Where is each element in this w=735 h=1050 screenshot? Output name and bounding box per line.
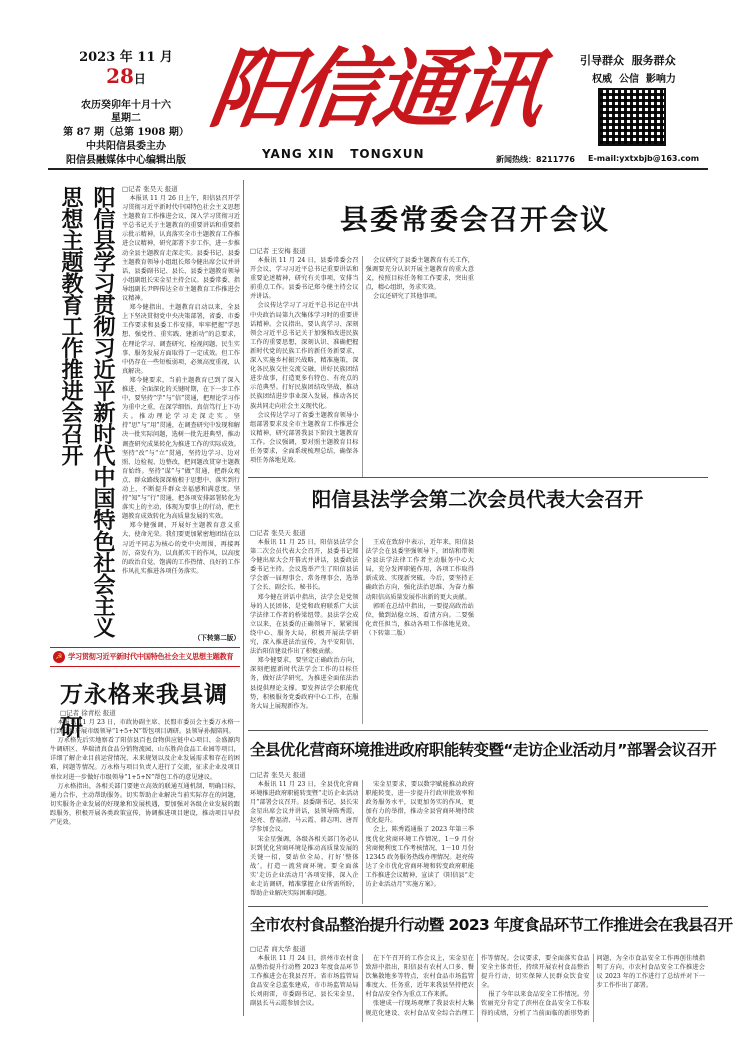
section-rule <box>248 906 708 907</box>
lead-paragraph: 郑今健要求，当前主题教育已到了深入推进、全面深化的关键时期，在下一步工作中，要坚持“学”与“信”贯通，把理论学习作为重中之重，在深学细悟、真信笃行上下功夫。推动理论学习走深走实。坚持“思”与“用”贯通，在调查研究中发现和解决一批实际问题，选树一批先进典型，推动调查研究成果转化为推进工作的实际成效。坚持“改”与“立”贯通，坚持边学习、边对照、边检视、边整改，把问题改贯穿主题教育始终。坚持“谋”与“做”贯通，把群众观点、群众路线深深植根于思想中、落实到行动上，不断提升群众幸福感和满意度。坚持“知”与“行”贯通，把各项安排部署转化为落实上的主动，体现为要事上的行动，把主题教育成效转化为高质量发展的实效。 <box>122 376 240 521</box>
topic-banner-text: 学习贯彻习近平新时代中国特色社会主义思想主题教育 <box>68 652 234 661</box>
party-emblem-icon: ☭ <box>53 651 65 663</box>
article-env-title: 全县优化营商环境推进政府职能转变暨“走访企业活动月”部署会议召开 <box>250 741 717 759</box>
article-changwei-paragraph: 会议还研究了其他事项。 <box>372 293 441 301</box>
article-fa <box>250 528 705 724</box>
article-env-body <box>250 780 705 904</box>
qr-code-icon <box>598 88 666 146</box>
topic-banner <box>50 647 240 667</box>
article-food-title: 全市农村食品整治提升行动暨 2023 年度食品环节工作推进会在我县召开 <box>250 916 733 934</box>
article-fa-title: 阳信县法学会第二次会员代表大会召开 <box>311 488 644 511</box>
lead-vertical-title: 阳信县学习贯彻习近平新时代中国特色社会主义思想主题教育工作推进会召开 <box>58 186 115 638</box>
article-changwei <box>250 246 705 476</box>
article-env-paragraph: 本报讯 11 月 23 日，全县优化营商环境推进政府职能转变暨“走访企业活动月”部署会议召开。县委副书记、县长宋金星出席会议并讲话，县领导陈秀霞、赵亮、曹福清、马云霞、韩志明、唐晋学参加会议。 <box>250 781 359 834</box>
masthead-title: 阳信通讯 <box>203 39 547 140</box>
masthead-day-suffix: 日 <box>133 72 146 86</box>
article-changwei-paragraph: 会议传达学习了省委主题教育领导小组部署要求及全市主题教育工作推进会议精神，研究部署我县下阶段主题教育工作。会议强调，要对照主题教育目标任务要求，全面系统梳理总结，确保各项任务落地见效。 <box>250 411 359 465</box>
article-food-body <box>250 954 705 1022</box>
article-env-paragraph: 宋金星要求，要以数字赋能推动政府职能转变，进一步提升行政审批效率和政务服务水平，以更加务实的作风、更加有力的举措，推动全县营商环境持续优化提升。 <box>365 781 474 825</box>
article-env-paragraph: 会上，陈秀霞通报了 2023 年第三季度优化营商环境工作情况，1－9 月份营商便利度工作考核情况，1－10 月份 12345 政务服务热线办理情况。赵亮传达了全市优化营商环境和转变政府职能工作推进会议精神，宣读了《阳信县“走访企业活动月”实施方案》。 <box>365 826 474 889</box>
article-wan <box>50 708 240 1018</box>
lead-paragraph: 郑今健强调，开展好主题教育意义重大、使命光荣。我们要更加紧密地团结在以习近平同志为核心的党中央周围，再接再厉，奋发有为，以真抓实干的作风，以高度的政治自觉、饱满的工作热情、良好的工作作风扎实推进各项任务落实。 <box>122 522 240 575</box>
masthead-day-block <box>76 64 176 88</box>
lead-article <box>122 184 240 644</box>
masthead-date: 2023 年 11 月 <box>79 50 173 65</box>
column-divider <box>243 180 244 1016</box>
article-fa-body <box>250 538 705 724</box>
lead-paragraph: 郑今健指出，主题教育启动以来，全县上下坚决贯彻党中央决策部署，省委、市委工作要求和县委工作安排，牢牢把握“学思想、强党性、重实践、建新功”的总要求，在理论学习、调查研究、检视问题、民生实事、服务发展方面取得了一定成效。但工作中仍存在一些短板弱项，必须高度重视，认真解决。 <box>122 304 240 375</box>
lead-continued: （下转第二版） <box>191 632 240 642</box>
masthead-lunar: 农历癸卯年十月十六 <box>81 100 171 111</box>
masthead-slogan: 引导群众 服务群众 <box>580 54 676 67</box>
article-changwei-paragraph: 会议研究了县委主题教育有关工作，强调要充分认识开展主题教育的重大意义，按照目标任务和工作要求，突出重点，精心组织，务求实效。 <box>365 257 474 292</box>
article-changwei-title: 县委常委会召开会议 <box>339 203 610 236</box>
article-food-paragraph: 报了今年以来食品安全工作情况。劳钦丽充分肯定了滨州在食品安全工作取得的成绩，分析了当前面临的新形势新问题，为全市食品安全工作再创佳绩指明了方向，市农村食品安全工作推进会议 2023 年的工作进行了总结并对下一步工作作出了部署。 <box>481 955 705 1017</box>
masthead-day: 28 <box>106 64 134 88</box>
masthead-editor: 阳信县融媒体中心编辑出版 <box>66 155 186 166</box>
article-fa-paragraph: 郑今健在讲话中指出，法学会是党领导的人民团体，是党和政府联系广大法学法律工作者的桥梁纽带。县法学会成立以来，在县委的正确领导下，紧紧围绕中心、服务大局，积极开展法学研究，深入推进法治宣传，为平安阳信、法治阳信建设作出了积极贡献。 <box>250 593 359 656</box>
article-wan-body <box>50 718 240 1018</box>
article-env-byline: □记者 张昊天 报道 <box>250 771 306 779</box>
masthead-weekday: 星期二 <box>111 113 141 124</box>
article-env <box>250 770 705 902</box>
article-fa-paragraph: 郭昕在总结中指出，一要提高政治站位，做到站稳立场、看清方向。二要强化责任担当，推动各项工作落地见效。（下转第二版） <box>365 602 474 637</box>
article-env-paragraph: 宋金星强调，各级各相关部门务必认识到优化营商环境是推动高质量发展的关键一招，要站位全局、打好‘整体战’，打造一流营商环境。要全面落实‘走访企业活动月’各项安排，深入企业走访调研，精准掌握企业所需所盼，帮助企业解决实际困难问题。 <box>250 835 359 898</box>
article-food-paragraph: 在下午召开的工作会议上，宋金星在致辞中指出，阳信县有农村人口多、餐饮集散地多等特点，农村食品市场监管难度大、任务重，近年来我县坚持把农村食品安全作为重点工作来抓。 <box>365 955 474 999</box>
section-rule <box>248 730 708 731</box>
article-fa-byline: □记者 张昊天 报道 <box>250 529 306 537</box>
masthead-sponsor: 中共阳信县委主办 <box>86 141 166 152</box>
article-fa-paragraph: 王成在致辞中表示，近年来，阳信县法学会在县委坚强领导下，团结和带领全县法学法律工作者主动服务中心大局，充分发挥职能作用，各项工作取得新成效、实现新突破。今后，要坚持正确政治方向，强化法治思维，为奋力推动阳信高质量发展作出新的更大贡献。 <box>365 539 474 601</box>
lead-paragraph: 本报讯 11 月 26 日上午，阳信县召开学习贯彻习近平新时代中国特色社会主义思想主题教育工作推进会议，深入学习贯彻习近平总书记关于主题教育的重要讲话和重要指示批示精神，认真落实全市主题教育工作推进会议精神，研究部署下步工作，进一步推动全县主题教育走深走实。县委书记、县委主题教育领导小组组长郑今健出席会议并讲话，县委副书记、县长、县委主题教育领导小组副组长宋金星主持会议。县委常委、指导组副长尹晖传达全市主题教育工作推进会议精神。 <box>122 195 240 303</box>
article-wan-paragraph: 万永格指出，各相关部门要建立高效的联通互通机制，明确目标，通力合作，主动帮助服务。切实帮助企业解决当前实际存在的问题，切实服务企业发展的好现象和发展机遇，要加强对各级企业发展的跟踪服务，积极开展各类政策宣传，协调推进项目建设，推动项目早投产见效。 <box>50 782 240 827</box>
article-changwei-body <box>250 256 705 478</box>
masthead-slogan2: 权威 公信 影响力 <box>592 74 676 85</box>
article-wan-title: 万永格来我县调研 <box>60 682 228 741</box>
article-food-paragraph: 本报讯 11 月 24 日，滨州市农村食品整治提升行动暨 2023 年度食品环节工作推进会在我县召开。省市场监管局食品安全总监张建成，市市场监管局局长刘雨雷，市委副书记、县长宋金星，副县长马云霞参加会议。 <box>250 955 359 1008</box>
article-changwei-byline: □记者 王安梅 报道 <box>250 247 306 255</box>
section-rule <box>248 477 708 478</box>
article-food-byline: □记者 商大华 报道 <box>250 945 306 953</box>
masthead-email: E-mail:yxtxbjb@163.com <box>588 154 700 163</box>
masthead-rule <box>48 168 708 170</box>
article-food <box>250 944 705 1020</box>
lead-body <box>122 194 240 634</box>
article-fa-paragraph: 郑今健要求，要坚定正确政治方向，深刻把握新时代法学会工作的目标任务，做好法学研究，为推进全面依法治县提供理论支撑。要发挥法学会职能优势，积极服务党委政府中心工作，在服务大局上展现新作为。 <box>250 657 359 710</box>
lead-byline: □记者 张昊天 报道 <box>122 185 178 193</box>
article-wan-paragraph: 本报讯 11 月 23 日，市政协副主席、民盟市委员会主委万永格一行到我县开展市级领导“1+5+N”帮包项目调研。县领导孙振陪同。 <box>50 719 240 736</box>
masthead <box>0 0 735 172</box>
article-fa-paragraph: 本报讯 11 月 25 日，阳信县法学会第二次会员代表大会召开，县委书记郑今健出席大会开幕式并讲话，县委政法委书记主持。会议选举产生了阳信县法学会新一届理事会、常务理事会，选举了会长、副会长、秘书长。 <box>250 539 359 592</box>
article-wan-byline: □记者 徐青松 报道 <box>60 709 116 717</box>
masthead-issue: 第 87 期（总第 1908 期） <box>63 127 189 138</box>
masthead-pinyin: YANG XIN TONGXUN <box>262 147 425 161</box>
article-wan-paragraph: 万永格先后实地察看了阳信县百也食物供应链中心项目、金盛源肉牛调研区、华瑞清真食品分销物流园、山东胜尚食品工业园等项目，详细了解企业目前运营情况、未来规划以及企业发展需求和存在的困难，问题等情况。万永格与项目负责人进行了交流，征求企业及项目单位对进一步做好市级领导“1+5+N”帮包工作的意见建议。 <box>50 737 240 781</box>
article-food-paragraph: 张建成一行现场观摩了我县农村大集规范化建设、农村食品安全综合治理工作等情况。会议要求，要全面落实食品安全主体责任，持续开展农村食品整治提升行动，切实保障人民群众饮食安全。 <box>365 955 590 1017</box>
article-changwei-paragraph: 会议传达学习了习近平总书记在中共中央政治局第九次集体学习时的重要讲话精神。会议指出，要认真学习、深刻领会习近平总书记关于加强和改进民族工作的重要思想，深刻认识、准确把握新时代党的民族工作的新任务新要求，深入实施乡村振兴战略，精准施策，深化各民族交往交流交融，讲好民族团结进步故事，打造更多有特色、有亮点的示范典型。打好民族团结攻坚战，推动民族团结进步事业深入发展，推动各民族共同走向社会主义现代化。 <box>250 302 359 410</box>
masthead-hotline: 新闻热线：8211776 <box>496 155 575 164</box>
article-changwei-paragraph: 本报讯 11 月 24 日，县委常委会召开会议，学习习近平总书记重要讲话和重要论述精神，研究有关事项，安排当前重点工作。县委书记郑今健主持会议并讲话。 <box>250 257 359 301</box>
